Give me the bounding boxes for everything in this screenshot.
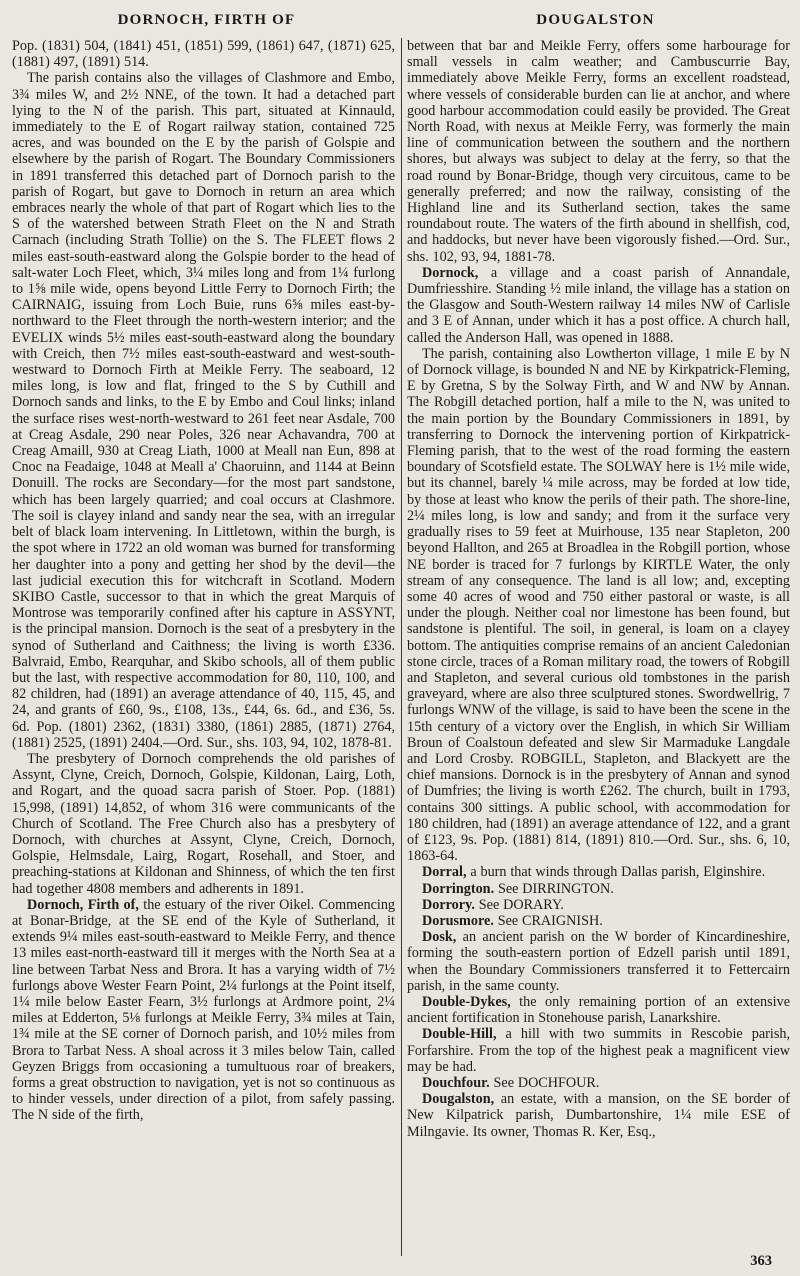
entry-paragraph xyxy=(407,994,790,1026)
paragraph-text: a hill with two summits in Rescobie parish, Forfarshire. From the top of the highest peak a magnificent view may be had. xyxy=(407,1026,790,1075)
paragraph-text: an ancient parish on the W border of Kincardineshire, forming the south-eastern portion of Edzell parish until 1891, when the Boundary Commissioners transferred it to Fettercairn parish, in the same county. xyxy=(407,929,790,994)
paragraph xyxy=(12,751,395,897)
entry-paragraph xyxy=(407,897,790,913)
entry-paragraph xyxy=(407,1075,790,1091)
entry-headword: Double-Dykes, xyxy=(422,993,511,1010)
text-columns xyxy=(12,38,790,1256)
entry-paragraph xyxy=(407,265,790,346)
paragraph-text: between that bar and Meikle Ferry, offers some harbourage for small vessels in calm weather; and Cambuscurrie Bay, immediately above Meikle Ferry, forms an excellent roadstead, where vessels of considerable burden can lie at anchor, and where good harbour accommodation could easily be provided. The Great North Road, with nexus at Meikle Ferry, was formerly the main line of communication between the southern and the northern shores, but always was subject to delay at the ferry, so that the road round by Bonar-Bridge, though very circuitous, came to be generally preferred; and now the railway, consisting of the Highland line and its Sutherland section, takes the same roundabout route. The waters of the firth abound in shellfish, cod, and haddocks, but never have been vigorously fished.—Ord. Sur., shs. 102, 93, 94, 1881-78. xyxy=(407,38,790,265)
running-head-left: DORNOCH, FIRTH OF xyxy=(117,12,296,28)
paragraph xyxy=(407,346,790,865)
right-column xyxy=(407,38,790,1256)
entry-headword: Dornock, xyxy=(422,264,479,281)
paragraph-text: The parish, containing also Lowtherton village, 1 mile E by N of Dornock village, is bounded N and NE by Kirkpatrick-Fleming, E by Gretna, S by the Solway Firth, and W and NW by Annan. The Robgill detached portion, half a mile to the N, was united to the main portion by the Boundary Commissioners in 1891, by transferring to Dornock the intervening portion of Kirkpatrick-Fleming parish, that to the west of the road forming the eastern boundary of Scotsfield estate. The SOLWAY here is 1½ mile wide, but its channel, barely ¼ mile across, may be forded at low tide, by those at least who know the perils of their path. The shore-line, 2¼ miles long, is low and sandy; and from it the surface very gradually rises to 59 feet at Muirhouse, 135 near Stapleton, 200 beyond Hallton, and 265 at Broadlea in the Robgill portion, whose NE border is traced for 7 furlongs by KIRTLE Water, the only stream of any consequence. The land is all low; and, excepting some 40 acres of wood and 750 either pastoral or waste, is all under the plough. Neither coal nor limestone has been found, but sandstone is plentiful. The soil, in general, is loam on a clayey bottom. The antiquities comprise remains of an ancient Caledonian stone circle, traces of a Roman military road, the towers of Robgill and Stapleton, and several curious old tombstones in the parish graveyard, where are also three sculptured stones. Swordwellrig, 7 furlongs WNW of the village, is said to have been the scene in the 15th century of a victory over the English, in which Sir William Broun of Coalstoun defeated and slew Sir Marmaduke Langdale and Lord Crosby. ROBGILL, Stapleton, and Blackyett are the chief mansions. Dornock is in the presbytery of Annan and synod of Dumfries; the living is worth £262. The church, built in 1793, contains 300 sittings. A public school, with accommodation for 180 children, had (1891) an average attendance of 122, and a grant of £123, 9s. Pop. (1881) 814, (1891) 810.—Ord. Sur., shs. 6, 10, 1863-64. xyxy=(407,345,790,865)
paragraph xyxy=(12,70,395,751)
paragraph-text: See DIRRINGTON. xyxy=(494,880,614,897)
entry-headword: Dosk, xyxy=(422,929,457,946)
entry-headword: Dornoch, Firth of, xyxy=(27,896,139,913)
entry-headword: Douchfour. xyxy=(422,1075,490,1091)
running-head-right: DOUGALSTON xyxy=(536,12,655,28)
paragraph-text: Pop. (1831) 504, (1841) 451, (1851) 599, (1861) 647, (1871) 625, (1881) 497, (1891) 514. xyxy=(12,38,395,71)
paragraph-text: See DORARY. xyxy=(474,896,564,913)
entry-paragraph xyxy=(407,1026,790,1075)
left-column xyxy=(12,38,395,1256)
paragraph xyxy=(407,38,790,265)
paragraph-text: a burn that winds through Dallas parish, Elginshire. xyxy=(466,864,766,881)
column-divider-rule xyxy=(401,38,402,1256)
entry-headword: Dorusmore. xyxy=(422,912,494,929)
paragraph-text: The parish contains also the villages of Clashmore and Embo, 3¾ miles W, and 2½ NNE, of the town. It had a detached part lying to the N of the parish. This part, situated at Kinnauld, immediately to the E of Rogart railway station, contained 725 acres, and was bounded on the E by the parish of Golspie and elsewhere by the parish of Rogart. The Boundary Commissioners in 1891 transferred this detached part of Dornoch parish to the parish of Rogart, but gave to Dornoch in return an area which embraces nearly the whole of that part of Rogart which lies to the S of the watershed between Strath Fleet on the N and Strath Carnach (including Strath Tollie) on the S. The FLEET flows 2 miles east-south-eastward along the Golspie border to the head of salt-water Loch Fleet, which, 3¼ miles long and from 1¼ furlong to 1⅝ mile wide, opens beyond Little Ferry to Dornoch Firth; the CAIRNAIG, issuing from Loch Buie, runs 6⅝ miles east-by-northward to the Fleet through the north-western interior; and the EVELIX winds 5½ miles east-south-eastward along the boundary with Creich, then 7½ miles east-south-eastward and west-south-westward to Dornoch Firth at Meikle Ferry. The seaboard, 12 miles long, is low and flat, fringed to the S by Cuthill and Dornoch sands and links, to the E by Embo and Coul links; inland the surface rises west-north-westward to 261 feet near Asdale, 700 at Creag Asdale, 290 near Poles, 326 near Achavandra, 700 at Creag Amaill, 930 at Creag Liath, 1000 at Meall nan Eun, 898 at Cnoc na Feadaige, 1048 at Meall a' Chaoruinn, and 1144 at Beinn Donuill. The rocks are Secondary—for the most part sandstone, which has been largely quarried; and coal occurs at Clashmore. The soil is clayey inland and sandy near the sea, with an irregular belt of black loam intervening. In Littletown, within the burgh, is the spot where in 1722 an old woman was burned for transforming her daughter into a pony and getting her shod by the devil—the last judicial execution this for witchcraft in Scotland. Modern SKIBO Castle, successor to that in which the great Marquis of Montrose was temporarily confined after his capture in ASSYNT, is the principal mansion. Dornoch is the seat of a presbytery in the synod of Sutherland and Caithness; the living is worth £336. Balvraid, Embo, Rearquhar, and Skibo schools, all of them public but the last, with respective accommodation for 80, 110, 100, and 82 children, had (1891) an average attendance of 40, 115, 45, and 24, and grants of £60, 9s., £108, 13s., £44, 6s. 6d., and £36, 5s. 6d. Pop. (1801) 2362, (1831) 3380, (1861) 2885, (1871) 2764, (1881) 2525, (1891) 2404.—Ord. Sur., shs. 103, 94, 102, 1878-81. xyxy=(12,70,395,751)
running-heads xyxy=(12,12,790,29)
entry-paragraph xyxy=(12,897,395,1124)
paragraph-text: a village and a coast parish of Annandale, Dumfriesshire. Standing ½ mile inland, the village has a station on the Glasgow and South-Western railway 14 miles NW of Carlisle and 3 E of Annan, under which it has a post office. A church hall, called the Anderson Hall, was opened in 1888. xyxy=(407,264,790,346)
paragraph xyxy=(12,38,395,70)
page-number: 363 xyxy=(750,1253,772,1269)
entry-headword: Double-Hill, xyxy=(422,1026,497,1043)
entry-paragraph xyxy=(407,913,790,929)
paragraph-text: See DOCHFOUR. xyxy=(489,1075,600,1091)
paragraph-text: The presbytery of Dornoch comprehends the old parishes of Assynt, Clyne, Creich, Dornoch, Golspie, Kildonan, Lairg, Loth, and Rogart, and the quoad sacra parish of Stoer. Pop. (1881) 15,998, (1891) 14,852, of whom 316 were communicants of the Church of Scotland. The Free Church also has a presbytery of Dornoch, with churches at Assynt, Clyne, Creich, Dornoch, Golspie, Helmsdale, Lairg, Rogart, Rosehall, and Stoer, and preaching-stations at Kildonan and Shinness, of which the ten first had together 4808 members and adherents in 1891. xyxy=(12,750,395,897)
paragraph-text: See CRAIGNISH. xyxy=(493,912,603,929)
entry-paragraph xyxy=(407,881,790,897)
paragraph-text: the only remaining portion of an extensive ancient fortification in Stonehouse parish, Lanarkshire. xyxy=(407,993,790,1027)
entry-headword: Dougalston, xyxy=(422,1091,495,1108)
entry-paragraph xyxy=(407,864,790,880)
entry-paragraph xyxy=(407,1091,790,1140)
paragraph-text: the estuary of the river Oikel. Commencing at Bonar-Bridge, at the SE end of the Kyle of Sutherland, it extends 9¼ miles east-south-eastward to Meikle Ferry, and thence 13 miles east-north-eastward till it merges with the North Sea at a line between Tarbat Ness and Brora. It has a varying width of 7½ furlongs above Wester Fearn Point, 2¼ furlongs at the Point itself, 1¼ mile below Easter Fearn, 3½ furlongs at Ardmore point, 2¼ miles at Edderton, 5⅛ furlongs at Meikle Ferry, 3¾ miles at Tain, 1¾ mile at the SE corner of Dornoch parish, and 10½ miles from Brora to Tarbat Ness. A shoal across it 3 miles below Tain, called Geyzen Briggs from occasioning a tumultuous roar of breakers, forms a great obstruction to navigation, yet is not so continuous as to hinder vessels, under direction of a pilot, from safely passing. The N side of the firth, xyxy=(12,896,396,1124)
entry-headword: Dorrory. xyxy=(422,896,475,913)
entry-headword: Dorrington. xyxy=(422,880,495,897)
paragraph-text: an estate, with a mansion, on the SE border of New Kilpatrick parish, Dumbartonshire, 1¼ mile ESE of Milngavie. Its owner, Thomas R. Ker, Esq., xyxy=(407,1091,790,1140)
entry-headword: Dorral, xyxy=(422,864,467,881)
entry-paragraph xyxy=(407,929,790,994)
